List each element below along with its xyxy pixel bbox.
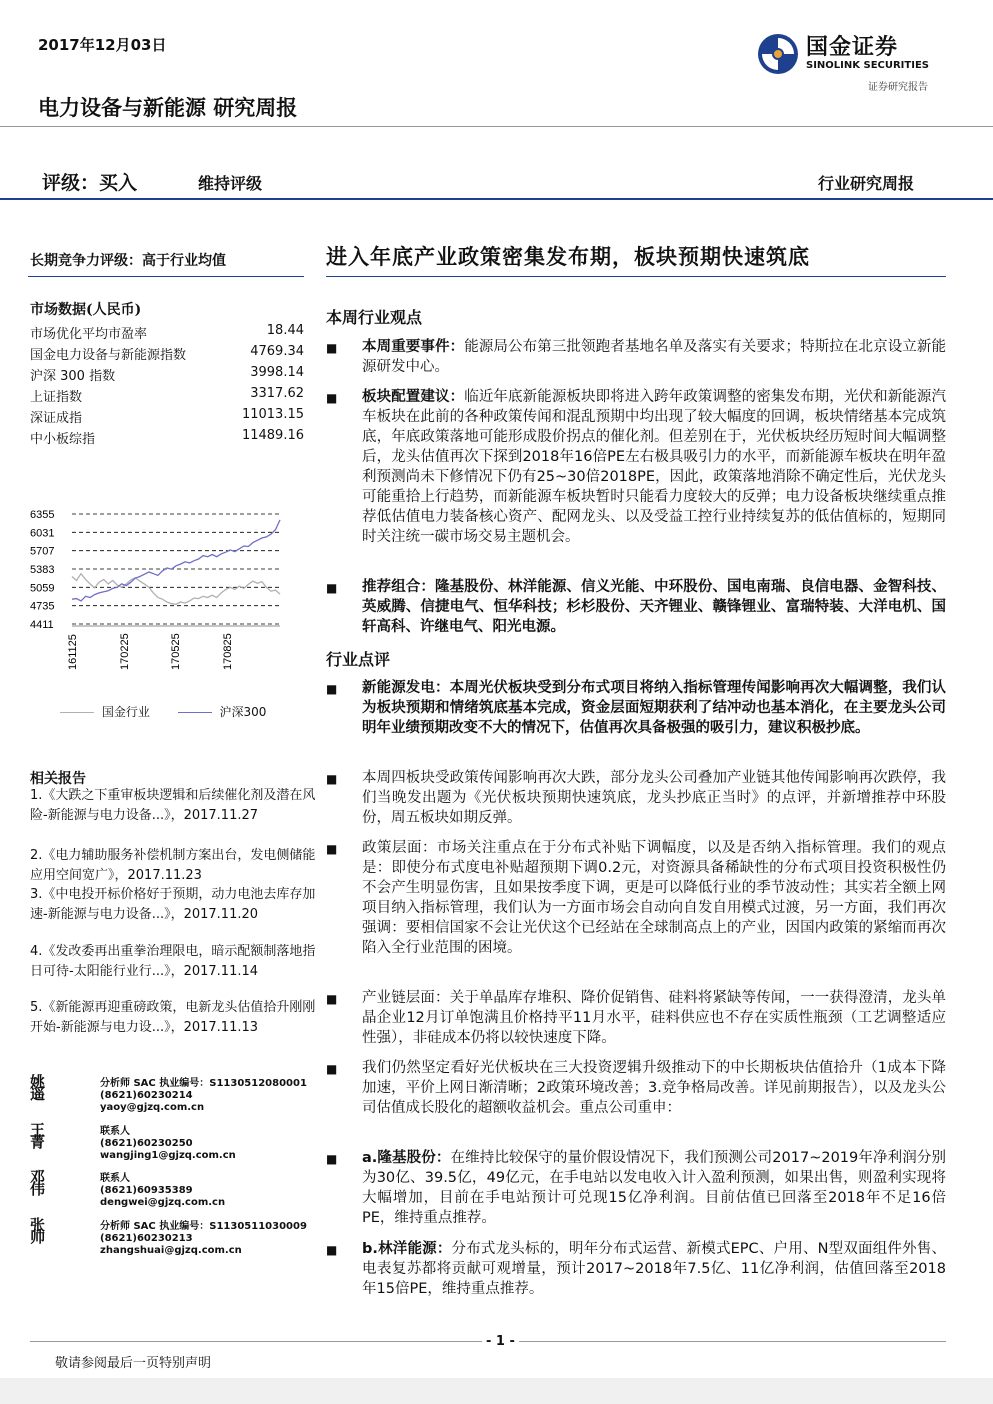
analyst-role: 联系人 [100, 1173, 130, 1184]
chart-legend [60, 703, 300, 720]
analyst-name: 邓伟 [30, 1168, 46, 1198]
chart-xtick-label: 161125 [67, 634, 79, 670]
related-report[interactable]: 5.《新能源再迎重磅政策，电新龙头估值拾升刚刚开始-新能源与电力设...》，2017.11.13 [30, 1000, 316, 1035]
bullet-icon: ■ [326, 842, 338, 856]
analyst-id: 分析师 SAC 执业编号：S1130511030009 [100, 1221, 307, 1232]
bullet-icon: ■ [326, 341, 338, 355]
chart-xtick-label: 170825 [222, 633, 234, 670]
legend-line-2 [178, 712, 212, 713]
bullet-icon: ■ [326, 682, 338, 696]
long-term-rating: 长期竞争力评级：高于行业均值 [30, 253, 226, 269]
chart-ytick-label: 4735 [30, 600, 55, 613]
header-bottom-rule [0, 198, 993, 200]
related-report[interactable]: 2.《电力辅助服务补偿机制方案出台，发电侧储能应用空间宽广》，2017.11.23 [30, 848, 316, 883]
market-value: 3317.62 [250, 386, 304, 401]
paragraph: 产业链层面：关于单晶库存堆积、降价促销售、硅料将紧缺等传闻，一一获得澄清，龙头单晶企业12月订单饱满且价格持平11月水平，硅料供应也不存在实质性瓶颈（工艺调整适应性强），非硅成本仍将以较快速度下降。 [362, 990, 946, 1046]
chart-ytick-label: 5707 [30, 545, 55, 558]
analyst-name: 王菁 [30, 1121, 46, 1151]
market-label: 国金电力设备与新能源指数 [30, 348, 187, 363]
chart-ytick-label: 5059 [30, 582, 55, 595]
analyst-phone: (8621)60230250 [100, 1138, 193, 1149]
report-date: 2017年12月03日 [38, 36, 167, 54]
market-label: 市场优化平均市盈率 [30, 327, 148, 342]
analyst-phone: (8621)60230214 [100, 1090, 193, 1101]
market-row [30, 428, 304, 447]
paragraph: 本周重要事件：能源局公布第三批领跑者基地名单及落实有关要求；特斯拉在北京设立新能源研发中心。 [362, 339, 946, 375]
market-label: 沪深 300 指数 [30, 369, 116, 384]
report-title: 电力设备与新能源 研究周报 [38, 95, 298, 120]
analyst-email[interactable]: wangjing1@gjzq.com.cn [100, 1150, 236, 1161]
brand-name-en: SINOLINK SECURITIES [806, 60, 929, 71]
analyst-email[interactable]: zhangshuai@gjzq.com.cn [100, 1245, 242, 1256]
bullet-icon: ■ [326, 1062, 338, 1076]
headline-rule [326, 276, 946, 277]
section-title: 行业点评 [326, 650, 391, 669]
market-value: 18.44 [266, 323, 304, 338]
legend-line-1 [60, 712, 94, 713]
brand-name-cn: 国金证券 [806, 34, 899, 60]
brand-logo [756, 30, 946, 78]
section-title: 本周行业观点 [326, 308, 423, 327]
market-row [30, 344, 304, 363]
market-value: 11489.16 [241, 428, 304, 443]
legend-label: 沪深300 [219, 705, 267, 719]
chart-xtick-label: 170525 [170, 633, 182, 670]
legend-label: 国金行业 [101, 705, 150, 719]
analyst-phone: (8621)60935389 [100, 1185, 193, 1196]
bullet-icon: ■ [326, 992, 338, 1006]
related-report[interactable]: 4.《发改委再出重拳治理限电，暗示配额制落地指日可待-太阳能行业行...》，2017.11.14 [30, 944, 316, 979]
market-label: 深证成指 [30, 411, 83, 426]
bullet-icon: ■ [326, 391, 338, 405]
chart-ytick-label: 6355 [30, 509, 55, 521]
bullet-icon: ■ [326, 772, 338, 786]
market-row [30, 323, 304, 342]
footer-disclaimer: 敬请参阅最后一页特别声明 [55, 1356, 212, 1371]
brand-subtitle: 证券研究报告 [868, 82, 928, 93]
rating-status: 维持评级 [198, 174, 263, 193]
index-chart [28, 496, 308, 726]
paragraph: 新能源发电：本周光伏板块受到分布式项目将纳入指标管理传闻影响再次大幅调整，我们认为板块预期和情绪筑底基本完成，资金层面短期获利了结冲动也基本消化，在主要龙头公司明年业绩预期改变不大的情况下，估值再次具备极强的吸引力，建议积极抄底。 [362, 680, 946, 736]
paragraph: 板块配置建议：临近年底新能源板块即将进入跨年政策调整的密集发布期，光伏和新能源汽车板块在此前的各种政策传闻和混乱预期中均出现了较大幅度的回调，板块情绪基本完成筑底，年底政策落地可能形成股价拐点的催化剂。但差别在于，光伏板块经历短时间大幅调整后，龙头估值再次下探到2018年16倍PE左右极具吸引力的水平，而新能源车板块在明年盈利预测尚未下修情况下仍有25~30倍2018PE，因此，政策落地消除不确定性后，光伏龙头可能重拾上行趋势，而新能源车板块暂时只能看力度较大的反弹；电力设备板块继续重点推荐低估值电力装备核心资产、配网龙头、以及受益工控行业持续复苏的低估值标的，短期同时关注统一碳市场交易主题机会。 [362, 389, 946, 545]
sidebar-rule [28, 276, 304, 277]
paragraph: b.林洋能源：分布式龙头标的，明年分布式运营、新模式EPC、户用、N型双面组件外售、电表复苏都将贡献可观增量，预计2017~2018年7.5亿、11亿净利润，估值回落至2018年15倍PE，维持重点推荐。 [362, 1241, 946, 1297]
paragraph: a.隆基股份：在维持比较保守的量价假设情况下，我们预测公司2017~2019年净利润分别为30亿、39.5亿，49亿元，在手电站以发电收入计入盈利预测，如果出售，则盈利实现将大幅增加，目前在手电站预计可兑现15亿净利润。目前估值已回落至2018年不足16倍PE，维持重点推荐。 [362, 1150, 946, 1226]
page-number: - 1 - [482, 1334, 519, 1349]
paragraph: 我们仍然坚定看好光伏板块在三大投资逻辑升级推动下的中长期板块估值拾升（1成本下降加速，平价上网日渐清晰；2政策环境改善；3.竞争格局改善。详见前期报告），以及龙头公司估值成长股化的超额收益机会。重点公司重申： [362, 1060, 946, 1116]
related-reports-title: 相关报告 [30, 771, 86, 787]
analyst-name: 姚遥 [30, 1073, 46, 1103]
paragraph: 本周四板块受政策传闻影响再次大跌，部分龙头公司叠加产业链其他传闻影响再次跌停，我们当晚发出题为《光伏板块预期快速筑底，龙头抄底正当时》的点评，并新增推荐中环股份，周五板块如期反弹。 [362, 770, 946, 826]
paragraph: 推荐组合：隆基股份、林洋能源、信义光能、中环股份、国电南瑞、良信电器、金智科技、英威腾、信捷电气、恒华科技；杉杉股份、天齐锂业、赣锋锂业、富瑞特装、大洋电机、国轩高科、许继电气、阳光电源。 [362, 579, 946, 635]
market-label: 中小板综指 [30, 432, 96, 447]
related-report[interactable]: 1.《大跌之下重审板块逻辑和后续催化剂及潜在风险-新能源与电力设备...》，2017.11.27 [30, 788, 316, 823]
rating: 评级：买入 [42, 172, 138, 194]
analyst-email[interactable]: dengwei@gjzq.com.cn [100, 1197, 226, 1208]
report-type: 行业研究周报 [818, 174, 915, 193]
market-value: 11013.15 [241, 407, 304, 422]
chart-xtick-label: 170225 [119, 633, 131, 670]
analyst-name: 张帅 [30, 1216, 46, 1246]
headline: 进入年底产业政策密集发布期，板块预期快速筑底 [326, 244, 810, 269]
analyst-email[interactable]: yaoy@gjzq.com.cn [100, 1102, 205, 1113]
analyst-id: 分析师 SAC 执业编号：S1130512080001 [100, 1078, 307, 1089]
market-row [30, 407, 304, 426]
header-divider [0, 126, 993, 127]
market-row [30, 386, 304, 405]
chart-ytick-label: 5383 [30, 564, 55, 576]
chart-ytick-label: 6031 [30, 527, 55, 540]
market-value: 4769.34 [250, 344, 304, 359]
related-report[interactable]: 3.《中电投开标价格好于预期，动力电池去库存加速-新能源与电力设备...》，2017.11.20 [30, 887, 316, 922]
chart-series-line [72, 574, 280, 605]
chart-ytick-label: 4411 [30, 619, 54, 631]
sinolink-logo-icon [756, 32, 800, 76]
market-value: 3998.14 [250, 365, 304, 380]
footer-band [0, 1378, 993, 1404]
bullet-icon: ■ [326, 1243, 338, 1257]
market-data-title: 市场数据(人民币) [30, 302, 142, 318]
market-row [30, 365, 304, 384]
bullet-icon: ■ [326, 581, 338, 595]
analyst-phone: (8621)60230213 [100, 1233, 193, 1244]
analyst-role: 联系人 [100, 1126, 130, 1137]
market-label: 上证指数 [30, 390, 83, 405]
paragraph: 政策层面：市场关注重点在于分布式补贴下调幅度，以及是否纳入指标管理。我们的观点是：即使分布式度电补贴超预期下调0.2元，对资源具备稀缺性的分布式项目投资积极性仍不会产生明显伤害，且如果按季度下调，更是可以降低行业的季节波动性；其实若全额上网项目纳入指标管理，我们认为一方面市场会自动向自发自用模式过渡，另一方面，我们再次强调：要相信国家不会让光伏这个已经站在全球制高点上的产业，因国内政策的紧缩而再次陷入全行业范围的困境。 [362, 840, 946, 956]
bullet-icon: ■ [326, 1152, 338, 1166]
